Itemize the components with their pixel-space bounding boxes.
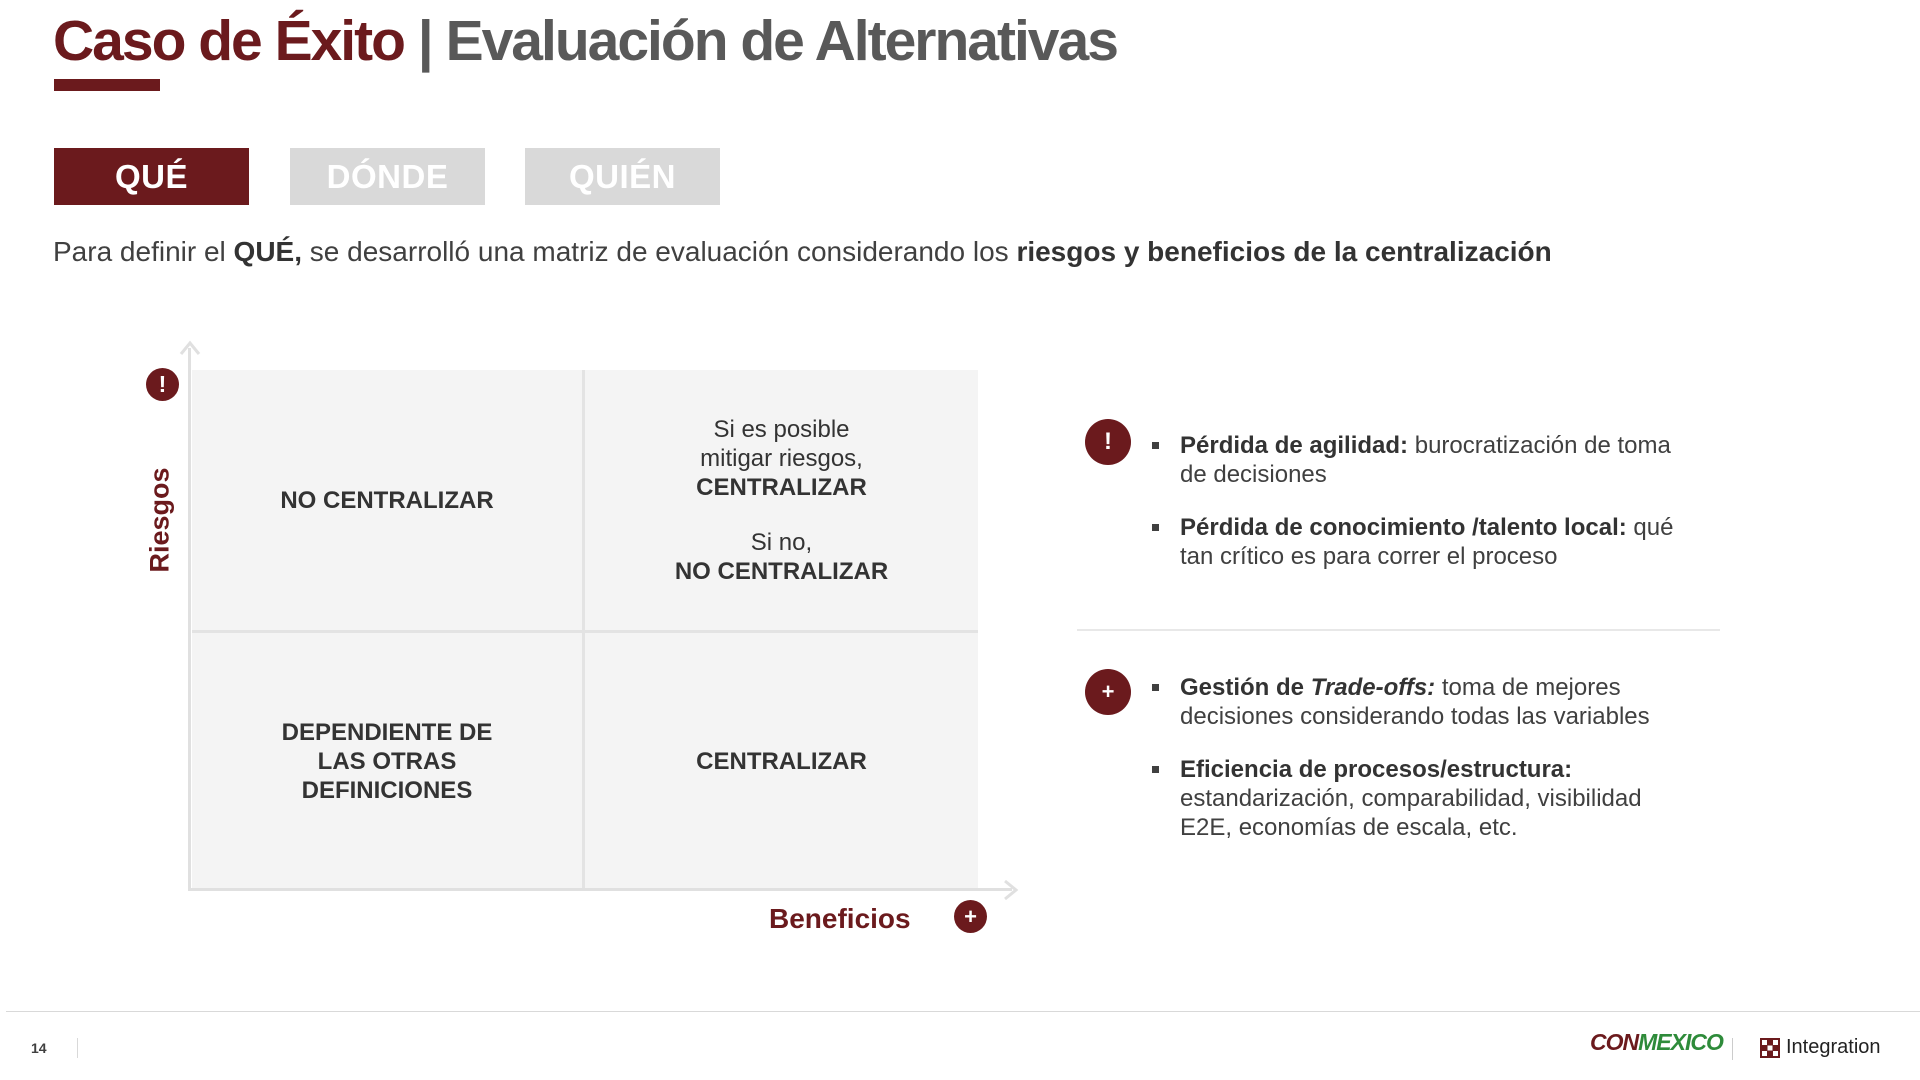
x-axis-line	[188, 888, 1012, 891]
list-item-bold: Pérdida de conocimiento /talento local:	[1180, 514, 1627, 541]
list-item	[1152, 431, 1692, 489]
footer-divider	[6, 1011, 1920, 1012]
matrix-horizontal-divider	[192, 630, 978, 633]
quadrant-bottom-right	[585, 633, 978, 889]
tab-que[interactable]	[54, 148, 249, 205]
title-part1: Caso de Éxito	[53, 9, 404, 73]
list-item-text: burocratización de toma de decisiones	[1180, 432, 1671, 488]
list-item-bold: Pérdida de agilidad:	[1180, 432, 1409, 459]
title-underline	[54, 79, 160, 91]
quadrant-text-line: Si es posible	[713, 415, 850, 443]
list-item	[1152, 673, 1692, 731]
tab-quien[interactable]	[525, 148, 720, 205]
quadrant-bottom-right-label: CENTRALIZAR	[696, 747, 867, 775]
quadrant-top-right-text	[675, 415, 888, 586]
x-axis-arrow-icon	[1003, 879, 1019, 901]
tab-label: DÓNDE	[326, 157, 449, 195]
quadrant-text-line: Si no,	[750, 528, 813, 556]
tab-donde[interactable]	[290, 148, 485, 205]
page-number-separator	[77, 1038, 78, 1058]
x-axis-label: Beneficios	[769, 903, 911, 934]
integration-logo-icon	[1760, 1038, 1780, 1058]
quadrant-text-line: DEFINICIONES	[301, 776, 473, 804]
title-separator: |	[417, 9, 432, 73]
intro-bold-riesgos: riesgos y beneficios de la centralización	[1016, 236, 1552, 267]
list-item-bold-italic: Trade-offs:	[1310, 674, 1436, 701]
intro-middle: se desarrolló una matriz de evaluación considerando los	[302, 236, 1017, 267]
quadrant-text-line: LAS OTRAS	[317, 747, 457, 775]
page-number: 14	[31, 1040, 47, 1056]
logo-text-part2: MEXICO	[1638, 1029, 1723, 1055]
y-axis-arrow-icon	[179, 340, 201, 356]
benefit-badge-symbol: +	[964, 903, 977, 929]
benefits-list	[1152, 673, 1692, 866]
intro-text	[53, 236, 1552, 268]
quadrant-text-line: NO CENTRALIZAR	[674, 557, 889, 585]
benefits-symbol: +	[1101, 679, 1115, 704]
intro-prefix: Para definir el	[53, 236, 234, 267]
list-item	[1152, 755, 1692, 842]
quadrant-bottom-left-text	[282, 718, 493, 805]
conmexico-logo	[1590, 1029, 1723, 1056]
quadrant-bottom-left	[192, 633, 582, 889]
quadrant-text-line: DEPENDIENTE DE	[281, 718, 493, 746]
y-axis-label: Riesgos	[144, 467, 175, 573]
list-item-text: estandarización, comparabilidad, visibilidad E2E, economías de escala, etc.	[1180, 785, 1642, 841]
tab-label: QUÉ	[114, 157, 188, 195]
list-item	[1152, 513, 1692, 571]
benefits-icon	[1085, 669, 1131, 715]
quadrant-top-left	[192, 370, 582, 630]
risks-icon	[1085, 419, 1131, 465]
quadrant-top-left-label: NO CENTRALIZAR	[280, 486, 494, 514]
panel-divider	[1077, 629, 1720, 631]
logo-text-part1: CON	[1590, 1029, 1639, 1055]
risk-badge-symbol: !	[158, 371, 167, 397]
integration-logo-text: Integration	[1786, 1036, 1881, 1058]
title-part2: Evaluación de Alternativas	[445, 9, 1117, 73]
intro-bold-que: QUÉ,	[233, 236, 303, 267]
list-item-text: qué tan crítico es para correr el proceso	[1180, 514, 1674, 570]
quadrant-text-line: CENTRALIZAR	[696, 473, 867, 501]
list-item-bold: Gestión de	[1180, 674, 1311, 701]
quadrant-text-line: mitigar riesgos,	[700, 444, 863, 472]
logo-separator	[1732, 1038, 1733, 1060]
list-item-text: toma de mejores decisiones considerando todas las variables	[1180, 674, 1650, 730]
risk-badge-icon	[146, 368, 179, 401]
list-item-bold: Eficiencia de procesos/estructura:	[1180, 756, 1573, 783]
quadrant-top-right	[585, 370, 978, 630]
risks-symbol: !	[1104, 428, 1112, 455]
tab-label: QUIÉN	[568, 157, 676, 195]
risks-list	[1152, 431, 1692, 595]
benefit-badge-icon	[954, 900, 987, 933]
y-axis-line	[188, 348, 191, 890]
page-title	[53, 8, 1117, 74]
